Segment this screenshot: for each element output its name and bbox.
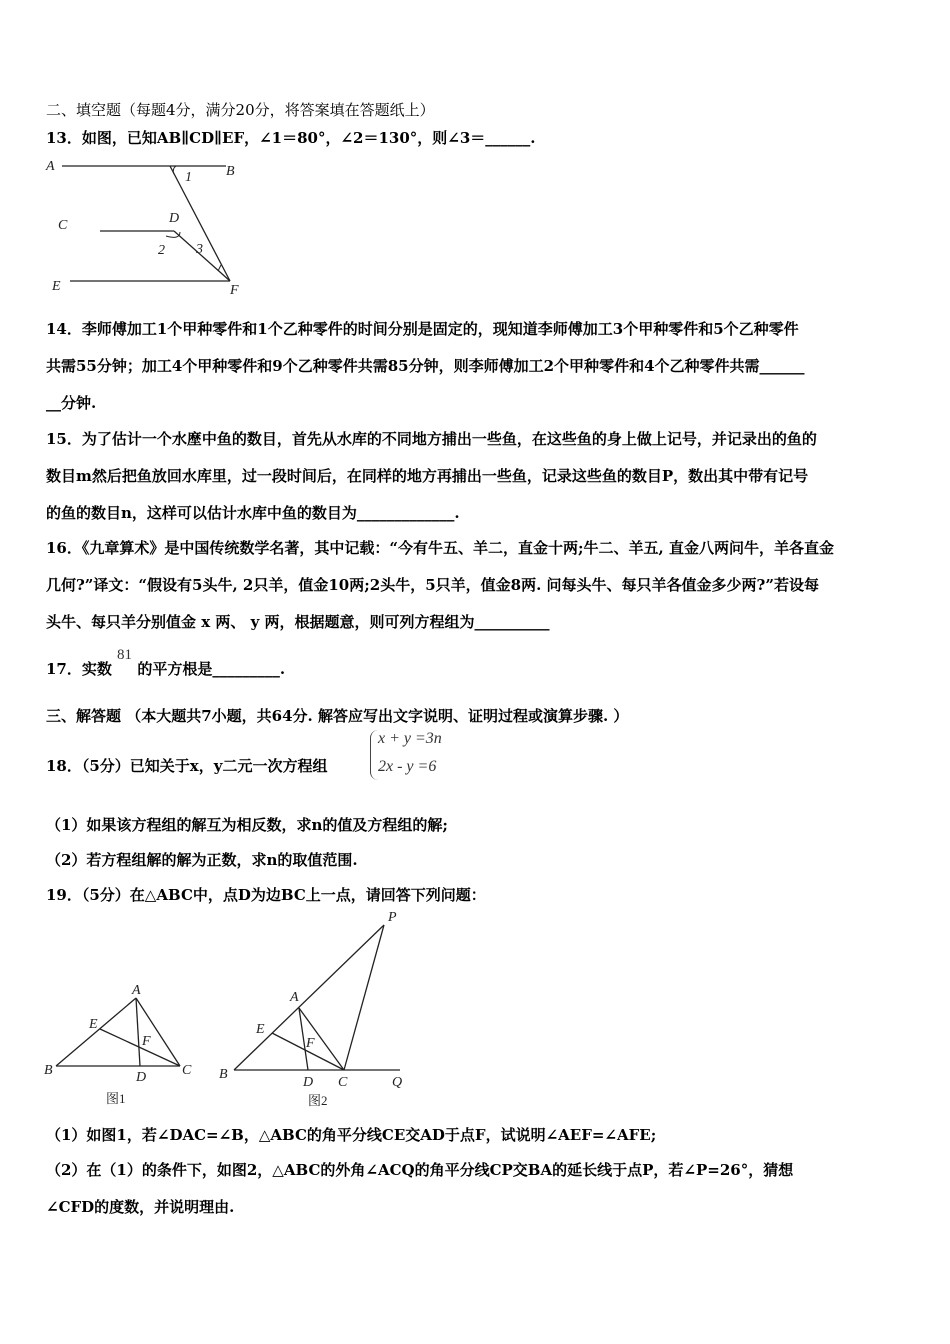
q16-line3: 头牛、每只羊分别值金 x 两、 y 两，根据题意，则可列方程组为__________ — [46, 613, 550, 631]
section3-title: 三、解答题 （本大题共7小题，共64分. 解答应写出文字说明、证明过程或演算步骤. ） — [46, 707, 629, 725]
q15-line3: 的鱼的数目n，这样可以估计水库中鱼的数目为_____________. — [46, 504, 460, 522]
fig1-label-F: F — [142, 1034, 151, 1049]
q19-part2-line2: ∠CFD的度数，并说明理由. — [46, 1198, 235, 1216]
q16-line2: 几何?”译文：“假设有5头牛, 2只羊，值金10两;2头牛，5只羊，值金8两. 问每头牛、每只羊各值金多少两?”若设每 — [46, 576, 819, 594]
label-D: D — [169, 211, 180, 226]
label-B: B — [226, 164, 235, 179]
fig2-caption: 图2 — [308, 1093, 328, 1108]
q15-line1: 15．为了估计一个水塺中鱼的数目，首先从水库的不同地方捕出一些鱼，在这些鱼的身上做上记号，并记录出的鱼的 — [46, 430, 817, 448]
q19-text: 19．（5分）在△ABC中，点D为边BC上一点，请回答下列问题： — [46, 886, 486, 904]
fig2-label-A: A — [290, 990, 299, 1005]
label-E: E — [52, 279, 61, 294]
fig2-label-D: D — [303, 1075, 314, 1090]
q18-part2: （2）若方程组解的解为正数，求n的取值范围. — [46, 851, 358, 869]
label-2: 2 — [158, 243, 165, 258]
fig2-label-F: F — [306, 1036, 315, 1051]
q17-text: 17．实数 的平方根是_________. — [46, 660, 286, 678]
fig1-label-E: E — [89, 1017, 98, 1032]
fig1-label-A: A — [132, 983, 141, 998]
fig2-label-B: B — [219, 1067, 228, 1082]
fig1-caption: 图1 — [106, 1091, 126, 1106]
q17-number: 81 — [117, 647, 132, 663]
fig2-label-Q: Q — [392, 1075, 403, 1090]
q19-figure1 — [40, 980, 210, 1110]
q19-figure2 — [210, 905, 410, 1115]
q19-part1: （1）如图1，若∠DAC=∠B，△ABC的角平分线CE交AD于点F，试说明∠AEF=∠AFE; — [46, 1126, 657, 1144]
section2-title: 二、填空题（每题4分，满分20分，将答案填在答题纸上） — [46, 101, 435, 119]
label-A: A — [46, 159, 55, 174]
label-3: 3 — [196, 242, 203, 257]
label-C: C — [58, 218, 68, 233]
q14-line2: 共需55分钟；加工4个甲种零件和9个乙种零件共需85分钟，则李师傅加工2个甲种零件和4个乙种零件共需______ — [46, 357, 805, 375]
q18-eq2: 2x - y =6 — [378, 758, 437, 775]
q15-line2: 数目m然后把鱼放回水库里，过一段时间后，在同样的地方再捕出一些鱼，记录这些鱼的数目P，数出其中带有记号 — [46, 467, 809, 485]
q14-line3: __分钟. — [46, 394, 97, 412]
q16-line1: 16．《九章算术》是中国传统数学名著，其中记载：“今有牛五、羊二，直金十两;牛二、羊五, 直金八两问牛，羊各直金 — [46, 539, 834, 557]
label-1: 1 — [185, 170, 192, 185]
fig1-label-D: D — [136, 1070, 147, 1085]
fig2-label-E: E — [256, 1022, 265, 1037]
q13-text: 13．如图，已知AB∥CD∥EF，∠1＝80°，∠2＝130°，则∠3＝______. — [46, 129, 536, 147]
q19-part2-line1: （2）在（1）的条件下，如图2，△ABC的外角∠ACQ的角平分线CP交BA的延长线于点P，若∠P=26°，猜想 — [46, 1161, 794, 1179]
q18-part1: （1）如果该方程组的解互为相反数，求n的值及方程组的解; — [46, 816, 448, 834]
q18-eq1: x + y =3n — [378, 730, 442, 747]
q18-text: 18．（5分）已知关于x，y二元一次方程组 — [46, 757, 328, 775]
fig1-label-B: B — [44, 1063, 53, 1078]
fig2-label-C: C — [338, 1075, 348, 1090]
q14-line1: 14．李师傅加工1个甲种零件和1个乙种零件的时间分别是固定的，现知道李师傅加工3个甲种零件和5个乙种零件 — [46, 320, 799, 338]
fig2-label-P: P — [388, 910, 397, 925]
fig1-label-C: C — [182, 1063, 192, 1078]
q18-equation-system — [370, 728, 470, 784]
label-F: F — [230, 283, 239, 297]
q13-figure — [40, 152, 260, 297]
